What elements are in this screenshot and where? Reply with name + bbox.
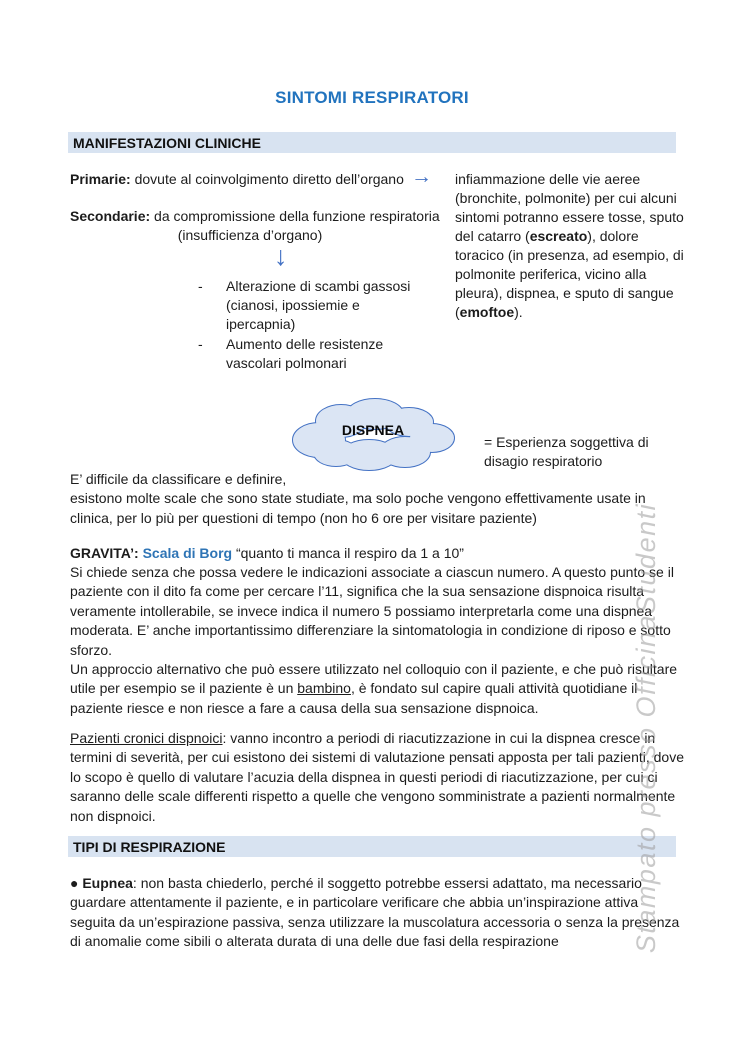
secondarie-line — [70, 207, 440, 226]
secondarie-text: da compromissione della funzione respiratoria — [150, 208, 440, 224]
watermark: Stampato presso OfficinaStudenti — [631, 502, 661, 954]
approccio-text: Un approccio alternativo che può essere utilizzato nel colloquio con il paziente, e che può risultare utile per esempio se il paziente è un — [70, 661, 678, 697]
bold-term-emoftoe: emoftoe — [459, 304, 515, 320]
underlined-term-bambino: bambino — [297, 680, 351, 697]
list-item — [198, 277, 416, 335]
bold-term-escreato: escreato — [529, 228, 588, 244]
primarie-text: dovute al coinvolgimento diretto dell’organo — [130, 171, 404, 187]
primarie-line — [70, 170, 404, 189]
section-header-manifestazioni: MANIFESTAZIONI CLINICHE — [68, 132, 676, 153]
eupnea-text: : non basta chiederlo, perché il soggetto potrebbe essersi adattato, ma necessario guardare attentamente il paziente, e in particolare verificare che abbia un’inspirazione attiva seguita da un’espirazione passiva, senza utilizzare la muscolatura accessoria o senza la presenza di anomalie come sibili o alterata durata di una delle due fasi della respirazione — [70, 875, 680, 950]
gravita-heading — [70, 544, 464, 563]
cronici-text: : vanno incontro a periodi di riacutizzazione in cui la dispnea cresce in termini di severità, per cui esistono dei sistemi di valutazione pensati apposta per tali pazienti, dove lo scopo è quello di valutare l’acuzia della dispnea in questi periodi di riacutizzazione, per cui ci saranno delle scale differenti rispetto a quelle che vengono somministrate a pazienti normalmente non dispnoici. — [70, 730, 684, 824]
eupnea-paragraph — [70, 874, 682, 952]
dispnea-intro — [70, 470, 682, 528]
list-dash: - — [198, 335, 203, 352]
approccio-text: , è fondato sul capire quali attività quotidiane il paziente riesce e non riesce a fare a causa della sua sensazione dispnoica. — [70, 680, 638, 716]
secondarie-label: Secondarie: — [70, 208, 151, 224]
gravita-body-text: Si chiede senza che possa vedere le indicazioni associate a ciascun numero. A questo punto se il paziente con il dito fa come per cercare l’11, significa che la sua sensazione dispnoica risulta veramente intollerabile, se invece indica il numero 5 possiamo interpretarla come una dispnea moderata. E’ anche importantissimo differenziare la sintomatologia in condizione di riposo e sotto sforzo. — [70, 564, 674, 658]
page-title: SINTOMI RESPIRATORI — [275, 88, 469, 107]
list-item-text: Alterazione di scambi gassosi (cianosi, ipossiemie e ipercapnia) — [226, 278, 411, 333]
list-item — [198, 335, 416, 373]
dispnea-definition: = Esperienza soggettiva di disagio respiratorio — [484, 434, 649, 470]
inflammation-note-text: infiammazione delle vie aeree (bronchite, polmonite) per cui alcuni sintomi potranno essere tosse, sputo del catarro ( — [455, 171, 684, 244]
eupnea-label: ● Eupnea — [70, 875, 133, 891]
dispnea-intro-rest: esistono molte scale che sono state studiate, ma solo poche vengono effettivamente usate in clinica, per lo più per questioni di tempo (non ho 6 ore per visitare paziente) — [70, 490, 646, 526]
cronici-paragraph — [70, 729, 684, 826]
approccio-paragraph — [70, 660, 684, 718]
dispnea-cloud — [283, 394, 463, 476]
scala-di-borg-term: Scala di Borg — [142, 545, 233, 561]
secondarie-subtext: (insufficienza d’organo) — [177, 227, 323, 243]
list-item-text: Aumento delle resistenze vascolari polmonari — [226, 335, 384, 371]
inflammation-note-text: ), dolore toracico (in presenza, ad esempio, di polmonite periferica, vicino alla pleura), dispnea, e sputo di sangue ( — [455, 228, 684, 320]
inflammation-note-text: ). — [514, 304, 523, 320]
arrow-down-icon: ↓ — [274, 241, 288, 271]
dispnea-intro-line1: E’ difficile da classificare e definire, — [70, 471, 287, 487]
arrow-right-icon: → — [411, 165, 432, 188]
consequence-list — [198, 277, 416, 373]
list-dash: - — [198, 278, 203, 294]
gravita-label: GRAVITA’: — [70, 545, 139, 561]
gravita-quote: “quanto ti manca il respiro da 1 a 10” — [232, 545, 464, 561]
gravita-body — [70, 563, 684, 718]
primarie-label: Primarie: — [70, 171, 131, 187]
inflammation-note — [455, 170, 691, 322]
cronici-lead-underlined: Pazienti cronici dispnoici — [70, 730, 223, 746]
dispnea-cloud-label: DISPNEA — [341, 422, 405, 438]
section-header-tipi: TIPI DI RESPIRAZIONE — [68, 836, 676, 857]
